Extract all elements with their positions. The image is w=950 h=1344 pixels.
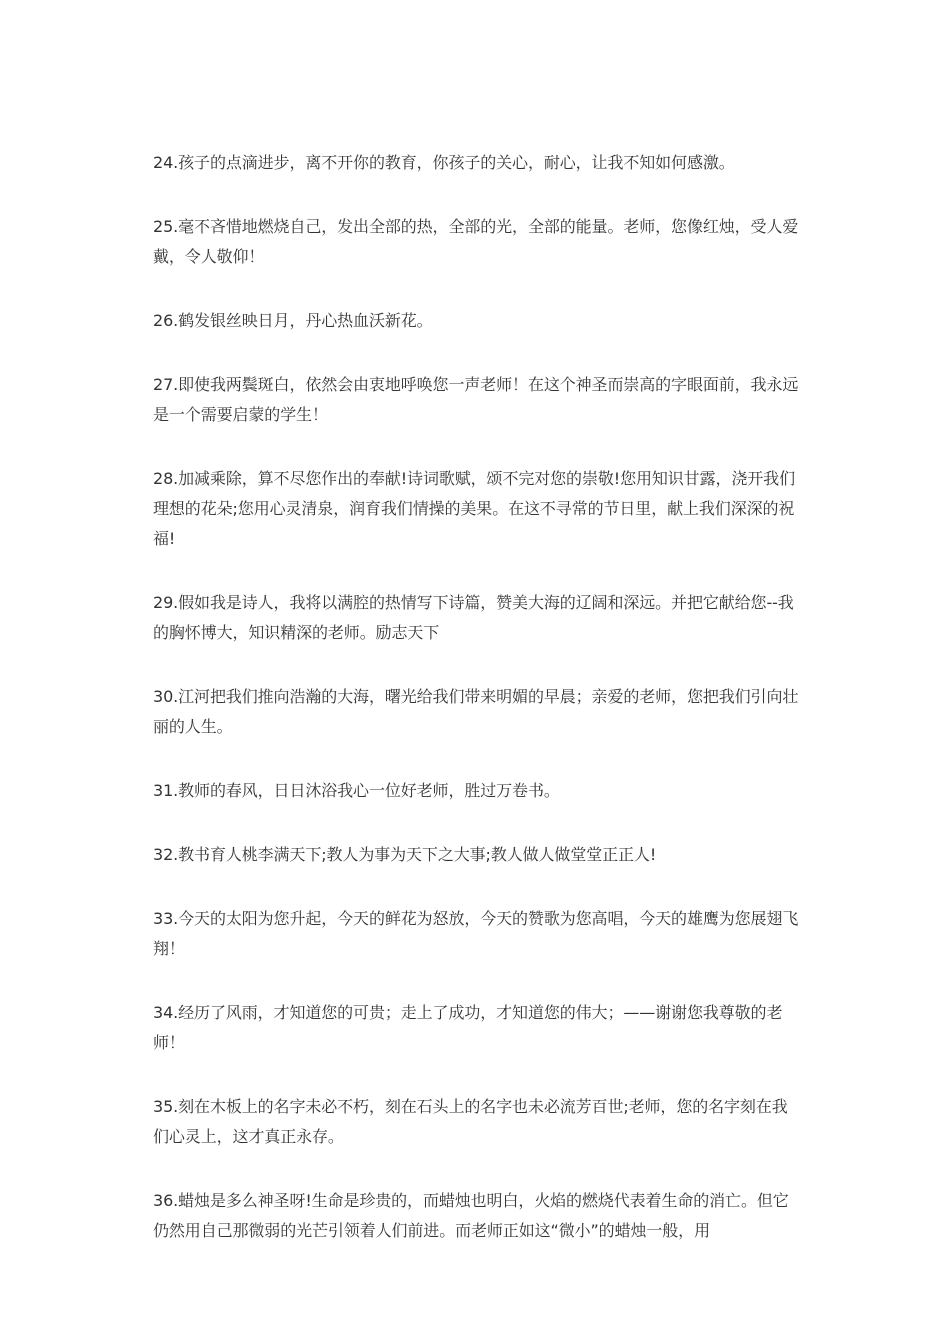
paragraph-30: 30.江河把我们推向浩瀚的大海，曙光给我们带来明媚的早晨；亲爱的老师，您把我们引向壮丽的人生。: [153, 687, 799, 736]
paragraph-34: 34.经历了风雨，才知道您的可贵；走上了成功，才知道您的伟大；——谢谢您我尊敬的老师！: [153, 1003, 783, 1052]
paragraph-25: 25.毫不吝惜地燃烧自己，发出全部的热，全部的光，全部的能量。老师，您像红烛，受人爱戴，令人敬仰！: [153, 217, 799, 266]
paragraph-28: 28.加减乘除，算不尽您作出的奉献!诗词歌赋，颂不完对您的崇敬!您用知识甘露，浇开我们理想的花朵;您用心灵清泉，润育我们情操的美果。在这不寻常的节日里，献上我们深深的祝福!: [153, 469, 795, 548]
paragraph-29: 29.假如我是诗人，我将以满腔的热情写下诗篇，赞美大海的辽阔和深远。并把它献给您--我的胸怀博大，知识精深的老师。励志天下: [153, 593, 794, 642]
paragraph-24: 24.孩子的点滴进步，离不开你的教育，你孩子的关心，耐心，让我不知如何感激。: [153, 153, 735, 172]
paragraph-26: 26.鹤发银丝映日月，丹心热血沃新花。: [153, 311, 433, 330]
paragraph-27: 27.即使我两鬓斑白，依然会由衷地呼唤您一声老师！在这个神圣而崇高的字眼面前，我永远是一个需要启蒙的学生！: [153, 375, 799, 424]
paragraph-36: 36.蜡烛是多么神圣呀!生命是珍贵的，而蜡烛也明白，火焰的燃烧代表着生命的消亡。但它仍然用自己那微弱的光芒引领着人们前进。而老师正如这“微小”的蜡烛一般，用: [153, 1191, 789, 1240]
paragraph-31: 31.教师的春风，日日沐浴我心一位好老师，胜过万卷书。: [153, 781, 560, 800]
document-body: [153, 148, 799, 1246]
paragraph-32: 32.教书育人桃李满天下;教人为事为天下之大事;教人做人做堂堂正正人!: [153, 845, 657, 864]
paragraph-33: 33.今天的太阳为您升起，今天的鲜花为怒放，今天的赞歌为您高唱，今天的雄鹰为您展翅飞翔！: [153, 909, 799, 958]
paragraph-35: 35.刻在木板上的名字未必不朽，刻在石头上的名字也未必流芳百世;老师，您的名字刻在我们心灵上，这才真正永存。: [153, 1097, 788, 1146]
